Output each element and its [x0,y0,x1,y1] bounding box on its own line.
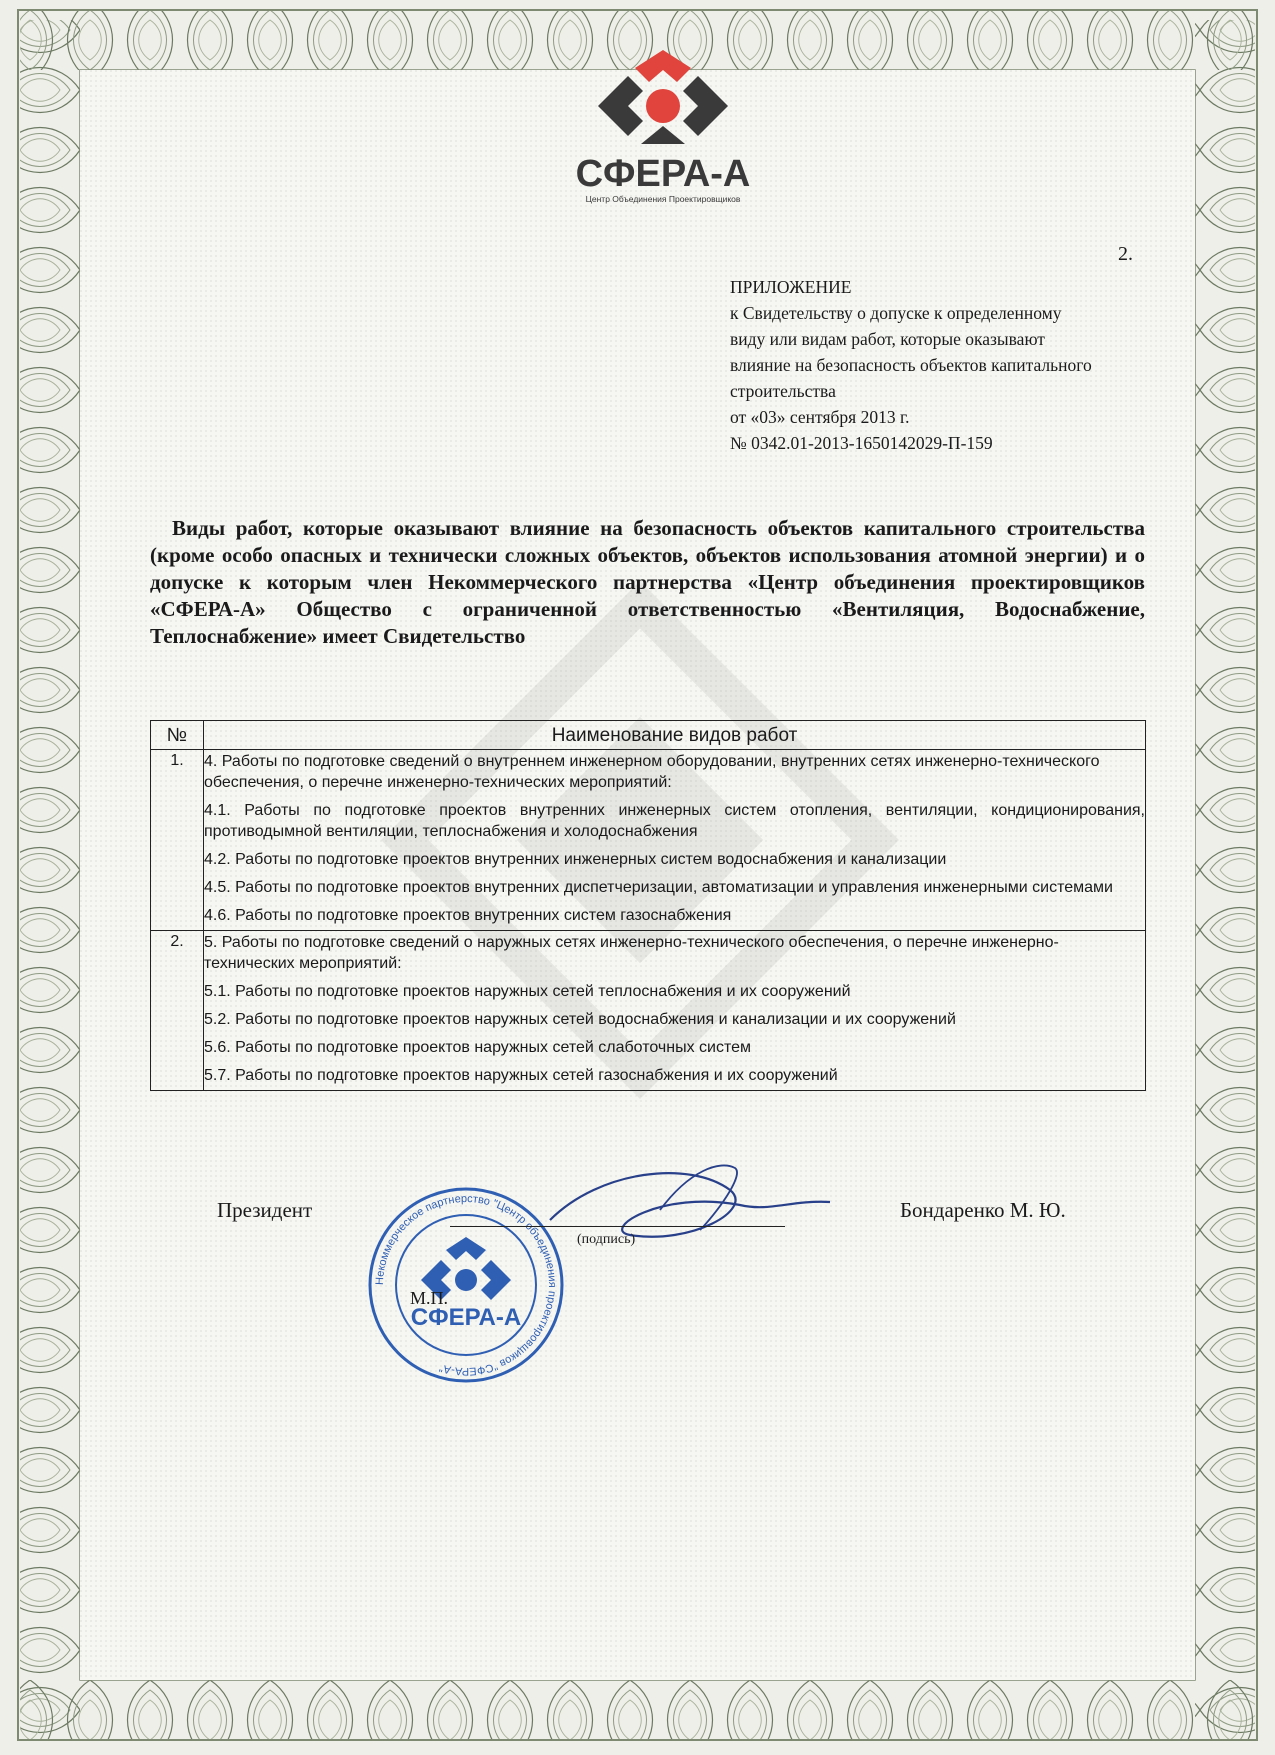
seal-label: М.П. [410,1288,449,1308]
signer-role: Президент [217,1198,313,1222]
sfera-a-logo [573,48,753,206]
appendix-block [730,274,1150,456]
logo-tagline: Центр Объединения Проектировщиков [585,194,741,204]
signature-caption: (подпись) [577,1232,636,1247]
section-title: 5. Работы по подготовке сведений о наружных сетях инженерно-технического обеспечения, о перечне инженерно-технических мероприятий: [204,934,1059,972]
appendix-line: строительства [730,381,836,401]
logo-brand: СФЕРА-А [575,153,751,195]
row-items [204,750,1146,931]
document-heading: Виды работ, которые оказывают влияние на безопасность объектов капитального строительства (кроме особо опасных и технически сложных объектов, объектов использования атомной энергии) и о допуске к которым член Некоммерческого партнерства «Центр объединения проектировщиков «СФЕРА-А» Общество с ограниченной ответственностью «Вентиляция, Водоснабжение, Теплоснабжение» имеет Свидетельство [150,516,1145,648]
signature-block [0,1198,1275,1398]
page-number: 2. [1118,243,1133,265]
header-num: № [151,721,204,750]
work-item: 5.2. Работы по подготовке проектов наружных сетей водоснабжения и канализации и их сооружений [204,1011,956,1028]
work-item: 4.6. Работы по подготовке проектов внутренних систем газоснабжения [204,907,732,924]
stamp-ring-text: Некоммерческое партнерство "Центр объединения проектировщиков "СФЕРА-А" [373,1192,559,1378]
appendix-number: № 0342.01-2013-1650142029-П-159 [730,433,993,453]
table-row [151,750,1146,931]
signer-name: Бондаренко М. Ю. [900,1198,1066,1222]
header-name: Наименование видов работ [204,721,1146,750]
table-header-row [151,721,1146,750]
row-number: 1. [151,750,204,931]
row-number: 2. [151,931,204,1091]
work-item: 5.6. Работы по подготовке проектов наружных сетей слаботочных систем [204,1039,751,1056]
appendix-line: виду или видам работ, которые оказывают [730,329,1045,349]
appendix-line: к Свидетельству о допуске к определенному [730,303,1062,323]
work-item: 4.5. Работы по подготовке проектов внутренних диспетчеризации, автоматизации и управления инженерными системами [204,879,1113,896]
table-row [151,931,1146,1091]
section-title: 4. Работы по подготовке сведений о внутреннем инженерном оборудовании, внутренних сетях инженерно-технического обеспечения, о перечне инженерно-технических мероприятий: [204,753,1100,791]
work-item: 5.7. Работы по подготовке проектов наружных сетей газоснабжения и их сооружений [204,1067,838,1084]
works-table [150,720,1146,1091]
stamp-center-text: СФЕРА-А [410,1304,522,1331]
appendix-title: ПРИЛОЖЕНИЕ [730,277,852,297]
work-item: 5.1. Работы по подготовке проектов наружных сетей теплоснабжения и их сооружений [204,983,851,1000]
row-items [204,931,1146,1091]
appendix-line: влияние на безопасность объектов капитального [730,355,1092,375]
work-item: 4.1. Работы по подготовке проектов внутренних инженерных систем отопления, вентиляции, кондиционирования, противодымной вентиляции, теплоснабжения и холодоснабжения [204,802,1145,840]
appendix-date: от «03» сентября 2013 г. [730,407,910,427]
signature-line [450,1226,785,1227]
work-item: 4.2. Работы по подготовке проектов внутренних инженерных систем водоснабжения и канализации [204,851,947,868]
